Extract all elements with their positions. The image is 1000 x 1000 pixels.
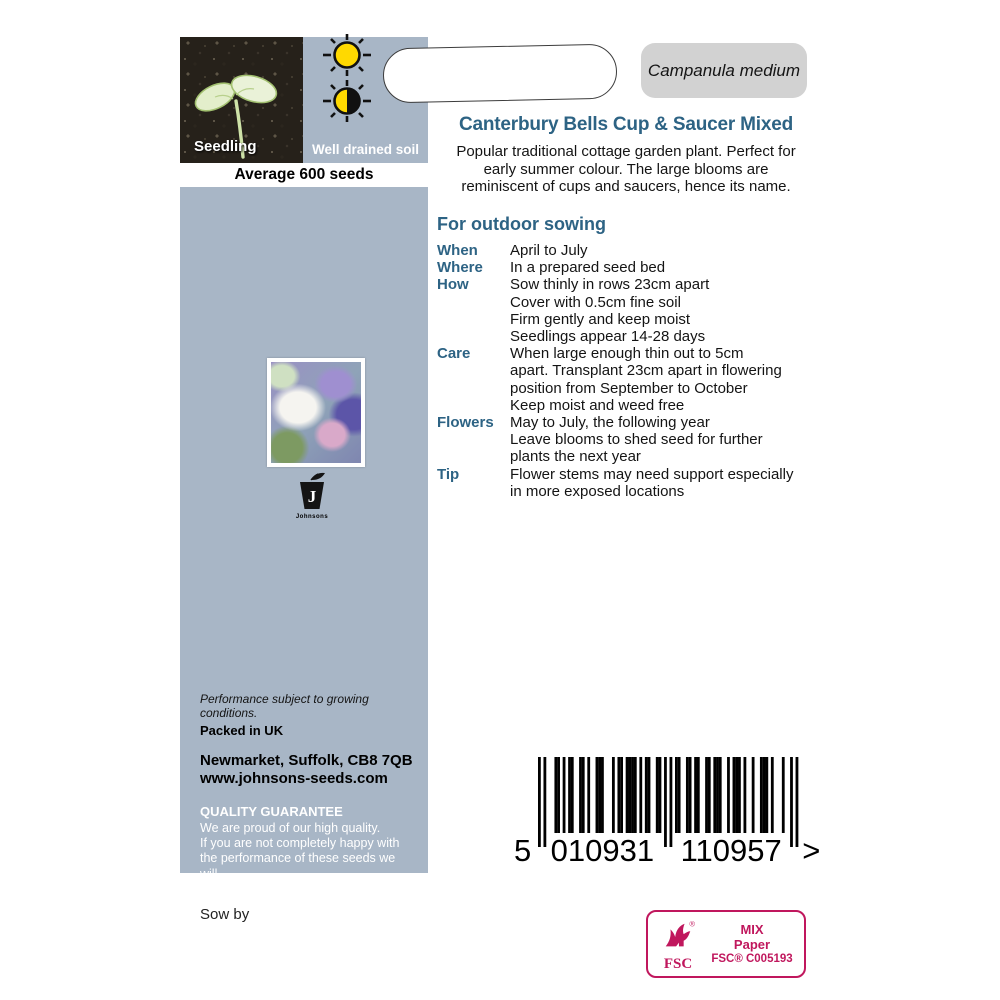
sowing-line: In a prepared seed bed — [510, 259, 666, 277]
barcode-digits: > — [802, 833, 821, 865]
sowing-label: When — [437, 242, 478, 259]
text-line: We are proud of our high quality. — [200, 821, 381, 835]
footer-block — [200, 692, 416, 912]
sowing-heading: For outdoor sowing — [437, 214, 606, 234]
sow-by-label: Sow by — [200, 906, 250, 923]
website: www.johnsons-seeds.com — [200, 770, 388, 787]
brand-name: Johnsons — [295, 514, 329, 520]
blank-label-oval — [382, 44, 617, 104]
registered-mark: ® — [689, 919, 695, 929]
sowing-line: May to July, the following year — [510, 414, 710, 432]
sowing-value — [510, 242, 815, 259]
sowing-value — [510, 276, 815, 345]
sowing-line: apart. Transplant 23cm apart in flowering — [510, 362, 782, 380]
seed-count-band — [180, 163, 428, 187]
address: Newmarket, Suffolk, CB8 7QB — [200, 752, 413, 769]
sowing-row-how — [437, 276, 815, 345]
fsc-mix: MIX — [740, 921, 764, 937]
fsc-certification — [646, 910, 806, 978]
sowing-value — [510, 414, 815, 466]
text-line: statutory rights. — [200, 897, 286, 912]
sowing-label: Care — [437, 345, 471, 363]
barcode-digits: 5 — [514, 833, 532, 865]
text-line: If you are not completely happy with — [200, 836, 400, 851]
svg-text:J: J — [307, 487, 317, 506]
packed-in: Packed in UK — [200, 723, 284, 738]
fsc-acronym: FSC — [663, 955, 693, 972]
sowing-line: in more exposed locations — [510, 482, 685, 500]
sowing-line: Seedlings appear 14-28 days — [510, 328, 706, 346]
sowing-label: How — [437, 276, 469, 294]
sowing-line: When large enough thin out to 5cm — [510, 345, 744, 363]
brand-logo — [284, 471, 340, 520]
seedling-photo — [180, 37, 303, 163]
fsc-logo — [652, 919, 704, 970]
soil-requirement-label: Well drained soil — [311, 142, 420, 157]
sowing-value — [510, 259, 815, 276]
sowing-line: Flower stems may need support especially — [510, 465, 794, 483]
text-line: the performance of these seeds we will — [200, 851, 396, 881]
barcode — [510, 757, 822, 870]
text-line: replace them. This does not affect your — [200, 881, 416, 896]
half-sun-icon — [323, 80, 371, 122]
sowing-label: Tip — [437, 465, 460, 483]
sowing-line: Cover with 0.5cm fine soil — [510, 293, 681, 311]
sowing-line: Firm gently and keep moist — [510, 310, 691, 328]
latin-name: Campanula medium — [647, 60, 801, 80]
sowing-line: position from September to October — [510, 379, 748, 397]
fsc-tree-icon — [660, 919, 696, 953]
sowing-label: Where — [437, 259, 483, 277]
guarantee-text — [200, 821, 416, 912]
seed-count-text: Average 600 seeds — [234, 166, 374, 183]
johnsons-pot-icon — [292, 471, 332, 513]
sowing-row-flowers — [437, 414, 815, 466]
guarantee-heading: QUALITY GUARANTEE — [200, 804, 343, 819]
latin-name-badge — [641, 43, 807, 98]
full-sun-icon — [323, 34, 371, 76]
product-title: Canterbury Bells Cup & Saucer Mixed — [458, 114, 794, 135]
performance-note: Performance subject to growing conditions. — [200, 692, 369, 720]
sowing-value — [510, 345, 815, 414]
photo-caption: Seedling — [194, 138, 257, 155]
sowing-line: plants the next year — [510, 448, 641, 466]
sowing-line: Sow thinly in rows 23cm apart — [510, 276, 710, 294]
sowing-line: Keep moist and weed free — [510, 396, 685, 414]
sowing-row-care — [437, 345, 815, 414]
sowing-instructions — [437, 242, 815, 500]
fsc-text — [704, 922, 800, 967]
flower-photo — [271, 362, 361, 463]
flower-photo-card — [267, 358, 365, 467]
barcode-digits: 010931 — [550, 833, 655, 865]
fsc-license: FSC® C005193 — [711, 952, 793, 965]
sowing-line: Leave blooms to shed seed for further — [510, 431, 763, 449]
left-panel — [180, 187, 428, 912]
ean13-bars — [510, 757, 822, 865]
product-description: Popular traditional cottage garden plant. Perfect for early summer colour. The large blooms are reminiscent of cups and saucers, hence its name. — [456, 143, 796, 196]
sowing-label: Flowers — [437, 414, 494, 432]
barcode-digits: 110957 — [680, 833, 782, 865]
sowing-value — [510, 466, 815, 500]
sowing-row-tip — [437, 466, 815, 500]
sowing-line: April to July — [510, 242, 588, 259]
sowing-row-when — [437, 242, 815, 259]
fsc-paper: Paper — [733, 936, 771, 952]
sowing-row-where — [437, 259, 815, 276]
